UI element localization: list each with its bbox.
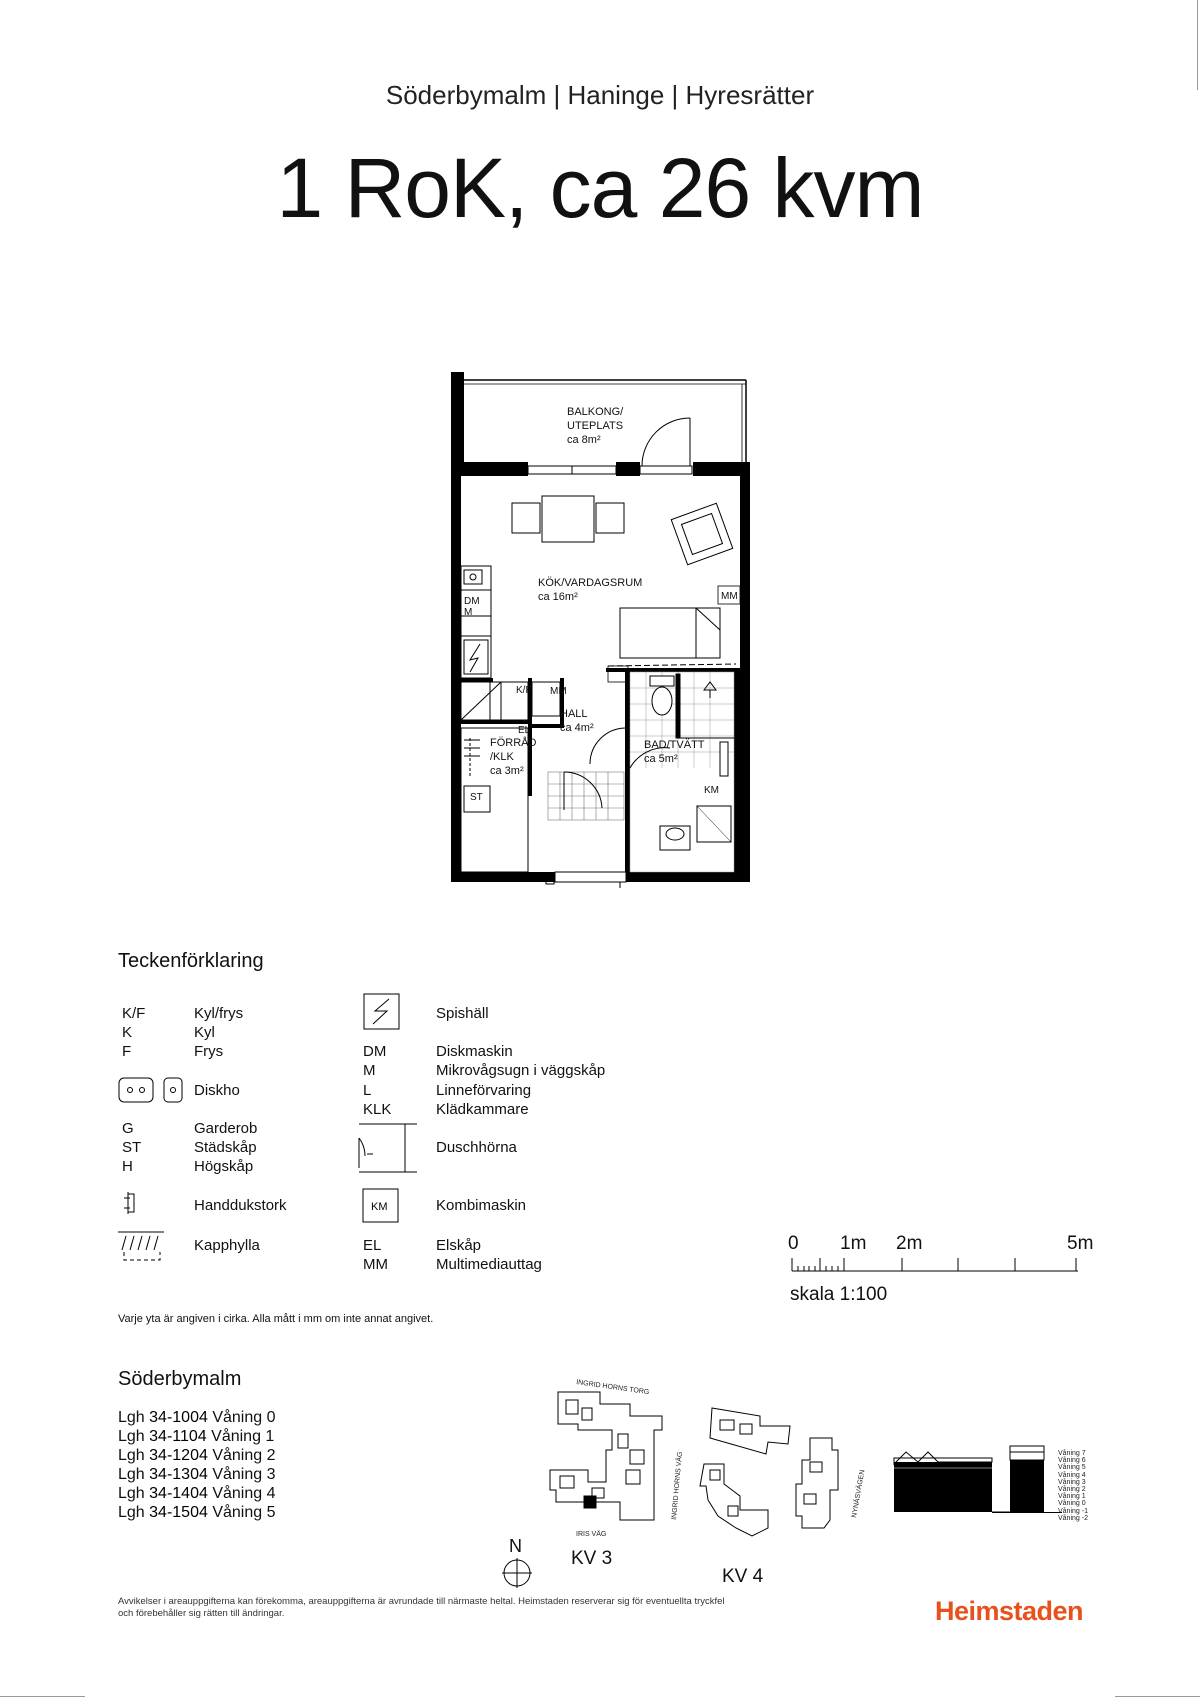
room-label-bath-1: BAD/TVÄTT bbox=[644, 739, 705, 751]
legend-code: K/F bbox=[122, 1005, 146, 1022]
room-label-kitchen-2: ca 16m² bbox=[538, 591, 578, 603]
legend-desc: Kapphylla bbox=[194, 1237, 260, 1254]
room-label-storage-1: FÖRRÅD bbox=[490, 737, 537, 749]
legend-desc: Spishäll bbox=[436, 1005, 489, 1022]
apartment-prefix: Lgh bbox=[118, 1409, 145, 1426]
floor-label: Våning 0 bbox=[1058, 1500, 1086, 1508]
apartment-prefix: Lgh bbox=[118, 1447, 145, 1464]
legend-desc: Klädkammare bbox=[436, 1101, 529, 1118]
floor-label: Våning -2 bbox=[1058, 1514, 1088, 1522]
apartment-floor: Våning 3 bbox=[212, 1466, 276, 1483]
apartment-number: 34-1504 bbox=[149, 1504, 208, 1521]
tag-el: EL bbox=[518, 725, 531, 736]
tag-dm: DM bbox=[464, 596, 480, 607]
legend-code: DM bbox=[363, 1043, 387, 1060]
floor-label: Våning 6 bbox=[1058, 1457, 1086, 1465]
scale-label-1m: 1m bbox=[840, 1233, 867, 1254]
compass-icon bbox=[500, 1556, 534, 1590]
room-label-balcony-1: BALKONG/ bbox=[567, 406, 624, 418]
apartment-prefix: Lgh bbox=[118, 1466, 145, 1483]
fridge-wardrobe bbox=[461, 682, 560, 720]
apartment-row bbox=[118, 1408, 276, 1427]
floor-label: Våning 5 bbox=[1058, 1464, 1086, 1472]
legend-desc: Högskåp bbox=[194, 1158, 254, 1175]
apartment-row bbox=[118, 1484, 276, 1503]
apartment-number: 34-1104 bbox=[149, 1428, 207, 1445]
tag-st: ST bbox=[470, 792, 483, 803]
street-label: IRIS VÄG bbox=[576, 1531, 607, 1538]
legend-code: M bbox=[363, 1062, 376, 1079]
legend-desc: Mikrovågsugn i väggskåp bbox=[436, 1062, 606, 1079]
tag-kf: K/F bbox=[516, 685, 532, 696]
legend-code: K bbox=[122, 1024, 133, 1041]
legend-desc: Kombimaskin bbox=[436, 1197, 527, 1214]
legend-code: G bbox=[122, 1120, 134, 1137]
legend-code: L bbox=[363, 1082, 372, 1099]
legend-desc: Duschhörna bbox=[436, 1139, 517, 1156]
apartment-floor: Våning 1 bbox=[211, 1428, 275, 1445]
room-label-balcony-2: UTEPLATS bbox=[567, 420, 624, 432]
scale-label-2m: 2m bbox=[896, 1233, 923, 1254]
scale-label-0: 0 bbox=[788, 1233, 799, 1254]
site-map bbox=[540, 1370, 880, 1570]
apartment-prefix: Lgh bbox=[118, 1504, 145, 1521]
tag-mm-hall: MM bbox=[550, 686, 567, 697]
room-label-bath-2: ca 5m² bbox=[644, 753, 678, 765]
combi-machine-icon bbox=[362, 1188, 400, 1224]
legend-desc: Diskho bbox=[194, 1082, 240, 1099]
floor-label: Våning 1 bbox=[1058, 1493, 1086, 1501]
legend-desc: Frys bbox=[194, 1043, 224, 1060]
balcony-door bbox=[640, 418, 692, 474]
kitchen-counter bbox=[461, 566, 491, 678]
room-label-hall-1: HALL bbox=[560, 708, 588, 720]
legend-code: KLK bbox=[363, 1101, 392, 1118]
apartment-floor: Våning 0 bbox=[212, 1409, 276, 1426]
dining-table bbox=[512, 496, 624, 542]
room-label-storage-3: ca 3m² bbox=[490, 765, 524, 777]
floor-plan bbox=[440, 368, 760, 888]
page-subtitle: Söderbymalm | Haninge | Hyresrätter bbox=[385, 80, 815, 110]
shower-corner-icon bbox=[357, 1120, 421, 1174]
legend-desc: Diskmaskin bbox=[436, 1043, 513, 1060]
apartment-floor: Våning 4 bbox=[212, 1485, 276, 1502]
floor-label: Våning -1 bbox=[1058, 1507, 1088, 1515]
apartment-floor: Våning 2 bbox=[212, 1447, 276, 1464]
floor-list bbox=[1058, 1450, 1088, 1522]
north-label: N bbox=[509, 1536, 522, 1556]
apartment-prefix: Lgh bbox=[118, 1485, 145, 1502]
towel-rail-icon bbox=[122, 1190, 142, 1216]
room-label-hall-2: ca 4m² bbox=[560, 722, 594, 734]
legend-title: Teckenförklaring bbox=[118, 950, 264, 972]
apartment-number: 34-1204 bbox=[149, 1447, 208, 1464]
armchair bbox=[671, 503, 733, 565]
legend-desc: Garderob bbox=[194, 1120, 258, 1137]
legend-desc: Kyl/frys bbox=[194, 1005, 244, 1022]
tag-km: KM bbox=[704, 785, 719, 796]
floor-label: Våning 7 bbox=[1058, 1450, 1086, 1457]
scale-caption: skala 1:100 bbox=[790, 1284, 888, 1305]
room-label-storage-2: /KLK bbox=[490, 751, 514, 763]
street-label: INGRID HORNS VÄG bbox=[671, 1451, 684, 1521]
balcony-window bbox=[528, 466, 616, 474]
apartment-number: 34-1404 bbox=[149, 1485, 208, 1502]
apartment-row bbox=[118, 1446, 276, 1465]
page-title: 1 RoK, ca 26 kvm bbox=[276, 141, 924, 235]
legend-desc: Elskåp bbox=[436, 1237, 482, 1254]
floor-label: Våning 4 bbox=[1058, 1471, 1086, 1479]
apartment-row bbox=[118, 1427, 274, 1446]
apartment-number: 34-1304 bbox=[149, 1466, 208, 1483]
legend-code: F bbox=[122, 1043, 132, 1060]
area-note: Varje yta är angiven i cirka. Alla mått i mm om inte annat angivet. bbox=[118, 1313, 434, 1325]
apartment-number: 34-1004 bbox=[149, 1409, 208, 1426]
apartment-row bbox=[118, 1465, 276, 1484]
legend-desc: Multimediauttag bbox=[436, 1256, 542, 1273]
tag-m: M bbox=[464, 607, 473, 618]
legend-code: H bbox=[122, 1158, 133, 1175]
apartment-row bbox=[118, 1503, 276, 1522]
floor-label: Våning 2 bbox=[1058, 1486, 1086, 1494]
block-label-kv4: KV 4 bbox=[722, 1566, 764, 1587]
legend-code: MM bbox=[363, 1256, 388, 1273]
km-icon-label: KM bbox=[371, 1201, 388, 1213]
scale-bar bbox=[790, 1254, 1080, 1274]
area-title: Söderbymalm bbox=[118, 1368, 242, 1390]
stove-icon bbox=[363, 993, 401, 1031]
hall-storage-door bbox=[564, 728, 625, 810]
coat-rack-icon bbox=[116, 1228, 166, 1262]
legend-code: ST bbox=[122, 1139, 142, 1156]
building-kv4 bbox=[700, 1408, 838, 1536]
disclaimer: Avvikelser i areauppgifterna kan förekomma, areauppgifterna är avrundade till närmaste heltal. Heimstaden reserverar sig för eventuellta tryckfel och förebehåller sig rätten till ändringar. bbox=[118, 1596, 725, 1619]
tag-mm-kitchen: MM bbox=[721, 591, 738, 602]
building-section bbox=[892, 1440, 1062, 1530]
sofa bbox=[620, 608, 720, 658]
street-label: NYNÄSVÄGEN bbox=[851, 1469, 867, 1519]
room-label-balcony-3: ca 8m² bbox=[567, 434, 601, 446]
brand-logo: Heimstaden bbox=[935, 1596, 1084, 1626]
block-label-kv3: KV 3 bbox=[571, 1548, 613, 1569]
sink-icon bbox=[118, 1076, 184, 1104]
floor-label: Våning 3 bbox=[1058, 1478, 1086, 1486]
street-label: INGRID HORNS TORG bbox=[575, 1379, 650, 1397]
entrance-door bbox=[546, 872, 626, 888]
page-edge-line bbox=[1197, 0, 1198, 90]
apartment-floor: Våning 5 bbox=[212, 1504, 276, 1521]
building-kv3 bbox=[550, 1392, 662, 1520]
legend-code: EL bbox=[363, 1237, 382, 1254]
legend-desc: Städskåp bbox=[194, 1139, 257, 1156]
scale-label-5m: 5m bbox=[1067, 1233, 1094, 1254]
legend-desc: Handdukstork bbox=[194, 1197, 287, 1214]
room-label-kitchen-1: KÖK/VARDAGSRUM bbox=[538, 577, 643, 589]
apartment-prefix: Lgh bbox=[118, 1428, 145, 1445]
legend-desc: Linneförvaring bbox=[436, 1082, 532, 1099]
legend-desc: Kyl bbox=[194, 1024, 215, 1041]
